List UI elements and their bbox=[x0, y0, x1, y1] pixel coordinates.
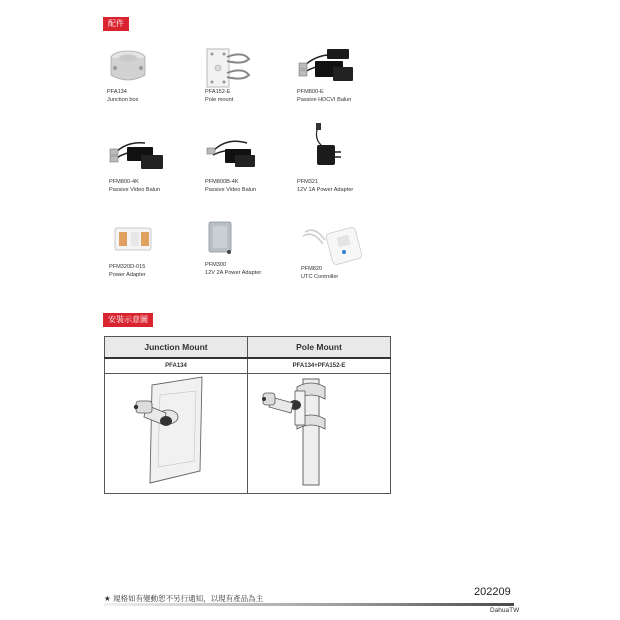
accessory-item bbox=[297, 45, 387, 104]
accessory-code: PFA152-E bbox=[205, 89, 231, 95]
accessory-description: 12V 1A Power Adapter bbox=[297, 186, 354, 193]
footer-brand: DahuaTW bbox=[490, 607, 520, 614]
mount-subtitle-pole: PFA134+PFA152-E bbox=[248, 358, 391, 374]
accessory-description: Passive Video Balun bbox=[109, 186, 161, 193]
accessory-description: Junction box bbox=[107, 96, 139, 103]
pole-mount-icon bbox=[205, 45, 275, 89]
accessory-item bbox=[109, 135, 199, 194]
accessory-code: PFM320D-015 bbox=[109, 264, 146, 270]
accessory-code: PFM820 bbox=[301, 266, 323, 272]
mount-header-pole: Pole Mount bbox=[248, 337, 391, 359]
accessory-item bbox=[297, 123, 387, 194]
pole-mount-illustration bbox=[248, 374, 391, 494]
accessory-item bbox=[205, 45, 295, 104]
junction-box-icon bbox=[107, 45, 177, 89]
power-adapter-icon bbox=[297, 123, 367, 179]
accessory-description: UTC Controller bbox=[301, 273, 339, 280]
accessory-item bbox=[301, 222, 391, 281]
accessory-item bbox=[107, 45, 197, 104]
accessory-item bbox=[205, 218, 295, 277]
accessories-section-title: 配件 bbox=[103, 17, 129, 31]
pole-mount-diagram bbox=[249, 375, 389, 487]
junction-mount-illustration bbox=[105, 374, 248, 494]
mount-subtitle-junction: PFA134 bbox=[105, 358, 248, 374]
balun-icon bbox=[205, 135, 275, 179]
accessory-description: Passive Video Balun bbox=[205, 186, 257, 193]
accessory-code: PFM800B-4K bbox=[205, 179, 239, 185]
accessory-description: Passive HDCVI Balun bbox=[297, 96, 352, 103]
power-supply-box-icon bbox=[109, 220, 179, 264]
accessory-code: PFM300 bbox=[205, 262, 227, 268]
footer-disclaimer: ★ 規格如有變動恕不另行通知，以現有產品為主 bbox=[104, 594, 264, 603]
accessory-item bbox=[109, 220, 199, 279]
accessory-item bbox=[205, 135, 295, 194]
accessory-code: PFM800-4K bbox=[109, 179, 139, 185]
balun-icon bbox=[297, 45, 367, 89]
mount-header-junction: Junction Mount bbox=[105, 337, 248, 359]
accessory-code: PFM800-E bbox=[297, 89, 324, 95]
document-code: 202209 bbox=[474, 586, 511, 598]
wall-power-box-icon bbox=[205, 218, 275, 262]
installation-section-title: 安裝示意圖 bbox=[103, 313, 153, 327]
accessory-code: PFM321 bbox=[297, 179, 319, 185]
accessory-description: 12V 2A Power Adapter bbox=[205, 269, 262, 276]
accessory-description: Power Adapter bbox=[109, 271, 146, 278]
accessory-description: Pole mount bbox=[205, 96, 234, 103]
mount-table bbox=[104, 336, 391, 494]
accessory-code: PFA134 bbox=[107, 89, 127, 95]
wall-mount-diagram bbox=[106, 375, 246, 487]
footer-divider bbox=[104, 603, 514, 606]
utc-controller-icon bbox=[301, 222, 371, 266]
balun-icon bbox=[109, 135, 179, 179]
